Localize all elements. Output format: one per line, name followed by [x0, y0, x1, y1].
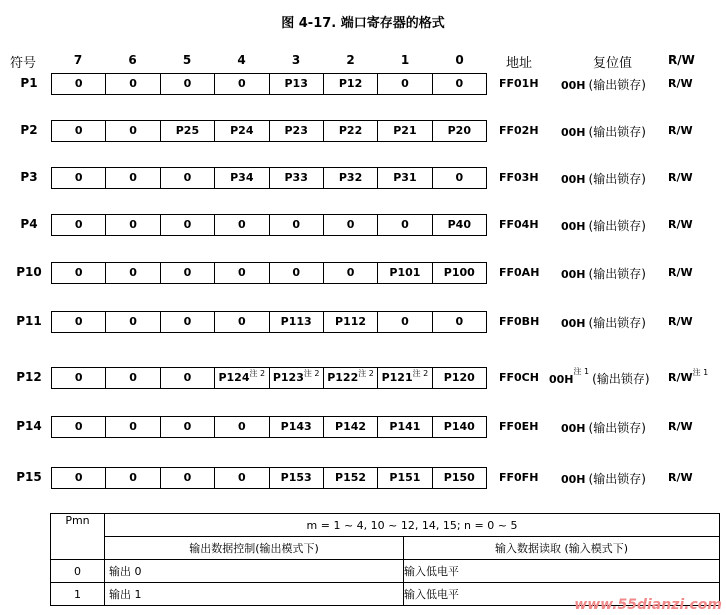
bit-label: 0 — [455, 171, 464, 184]
bit-cell — [433, 312, 486, 332]
reset-note: (输出锁存) — [588, 472, 646, 486]
register-address: FF03H — [499, 171, 539, 184]
bit-label: 0 — [129, 371, 137, 384]
bit-cell — [378, 168, 432, 188]
bit-cell — [433, 215, 486, 235]
bit-label: 0 — [129, 266, 137, 279]
bit-cell — [52, 263, 106, 283]
bit-footnote: 注 2 — [358, 369, 374, 378]
bit-cell — [106, 215, 160, 235]
bit-label: 0 — [74, 266, 83, 279]
register-rw — [668, 218, 693, 231]
register-name: P4 — [20, 217, 38, 231]
row-input: 输入低电平 — [404, 560, 720, 583]
bit-label: P123 — [272, 371, 304, 384]
register-name: P12 — [16, 370, 42, 384]
bit-label: 0 — [183, 77, 192, 90]
bit-label: P25 — [175, 124, 200, 137]
bit-cell — [52, 74, 106, 94]
bit-cell — [324, 168, 378, 188]
bit-cell — [270, 215, 324, 235]
bit-label: 0 — [237, 471, 246, 484]
register-rw — [668, 77, 693, 90]
bit-label: 0 — [455, 77, 464, 90]
bit-label: 0 — [74, 420, 83, 433]
bit-cell — [433, 417, 486, 437]
bit-cell — [52, 121, 106, 141]
bit-cell — [106, 168, 160, 188]
reset-note: (输出锁存) — [588, 78, 646, 92]
bit-cell — [324, 263, 378, 283]
bit-cell — [215, 312, 269, 332]
bit-label: 0 — [183, 315, 192, 328]
bit-label: P34 — [230, 171, 254, 184]
bit-cell — [378, 121, 432, 141]
bit-cell — [433, 121, 486, 141]
bit-cell — [433, 74, 486, 94]
bit-label: P20 — [447, 124, 471, 137]
row-value: 0 — [51, 560, 105, 583]
bit-cell — [161, 417, 215, 437]
register-bit-row — [51, 416, 487, 438]
register-address: FF0FH — [499, 471, 539, 484]
header-rw: R/W — [668, 53, 695, 67]
bit-cell — [52, 417, 106, 437]
bit-label: P21 — [393, 124, 417, 137]
bit-label: 0 — [129, 218, 137, 231]
bit-label: P101 — [389, 266, 421, 279]
bit-cell — [161, 368, 215, 388]
header-bit-2: 2 — [346, 53, 355, 67]
header-bit-4: 4 — [237, 53, 246, 67]
register-rw — [668, 266, 693, 279]
register-reset — [561, 314, 646, 331]
reset-note: (输出锁存) — [588, 267, 646, 281]
register-bit-row — [51, 262, 487, 284]
bit-cell — [270, 312, 324, 332]
rw-label: R/W — [668, 171, 693, 184]
bit-label: P124 — [218, 371, 250, 384]
bit-cell — [215, 263, 269, 283]
register-reset — [561, 76, 646, 93]
register-address: FF02H — [499, 124, 539, 137]
register-name: P10 — [16, 265, 42, 279]
bit-cell — [106, 312, 160, 332]
register-address: FF0BH — [499, 315, 540, 328]
header-symbol: 符号 — [10, 56, 37, 71]
bit-cell — [324, 417, 378, 437]
bit-label: 0 — [237, 420, 246, 433]
bit-cell — [270, 468, 324, 488]
reset-note: (输出锁存) — [588, 316, 646, 330]
header-bit-1: 1 — [400, 53, 410, 67]
register-address: FF04H — [499, 218, 539, 231]
bit-cell — [324, 468, 378, 488]
register-reset — [561, 265, 646, 282]
register-reset — [549, 367, 650, 387]
bit-label: 0 — [292, 266, 301, 279]
register-address: FF0AH — [499, 266, 540, 279]
bit-label: P100 — [443, 266, 475, 279]
register-rw — [668, 171, 693, 184]
bit-cell — [324, 74, 378, 94]
rw-label: R/W — [668, 420, 693, 433]
bit-cell — [161, 74, 215, 94]
bit-cell — [215, 168, 269, 188]
reset-value: 00H — [549, 373, 574, 386]
bit-cell — [378, 263, 432, 283]
bit-label: 0 — [74, 471, 83, 484]
bit-cell — [270, 168, 324, 188]
bit-label: P142 — [335, 420, 367, 433]
bit-label: P22 — [338, 124, 363, 137]
bit-label: 0 — [129, 171, 137, 184]
bit-label: 0 — [346, 218, 355, 231]
register-rw — [668, 471, 693, 484]
reset-footnote: 注 1 — [573, 367, 590, 376]
register-rw — [668, 420, 693, 433]
bit-label: P143 — [280, 420, 312, 433]
bit-footnote: 注 2 — [249, 369, 266, 378]
table-row — [51, 560, 720, 583]
register-name: P14 — [16, 419, 42, 433]
bit-label: P140 — [443, 420, 475, 433]
watermark: www.55dianzi.com — [574, 597, 722, 613]
register-name: P3 — [20, 170, 38, 184]
rw-label: R/W — [668, 77, 693, 90]
bit-label: 0 — [401, 315, 409, 328]
bit-label: P120 — [443, 371, 475, 384]
register-reset — [561, 470, 646, 487]
bit-cell — [215, 74, 269, 94]
reset-note: (输出锁存) — [588, 125, 646, 139]
rw-label: R/W — [668, 266, 693, 279]
bit-label: 0 — [237, 266, 246, 279]
bit-label: 0 — [183, 218, 192, 231]
bit-label: P32 — [338, 171, 363, 184]
bit-label: 0 — [74, 218, 83, 231]
bit-label: 0 — [74, 171, 83, 184]
figure-title: 图 4-17. 端口寄存器的格式 — [281, 16, 445, 31]
bit-cell — [215, 417, 269, 437]
bit-label: 0 — [183, 471, 192, 484]
bit-label: 0 — [129, 471, 137, 484]
bit-label: P23 — [284, 124, 308, 137]
bit-label: 0 — [129, 77, 137, 90]
bit-cell — [270, 121, 324, 141]
bit-label: P13 — [284, 77, 308, 90]
bit-cell — [161, 263, 215, 283]
bit-label: P150 — [443, 471, 475, 484]
bit-label: 0 — [129, 420, 137, 433]
header-bit-7: 7 — [73, 53, 83, 67]
register-name: P11 — [16, 314, 42, 328]
bit-cell — [106, 263, 160, 283]
header-bit-0: 0 — [455, 53, 464, 67]
bit-cell — [378, 468, 432, 488]
bit-label: 0 — [183, 266, 192, 279]
bit-label: P40 — [447, 218, 471, 231]
bit-cell — [161, 121, 215, 141]
rw-label: R/W — [668, 371, 693, 384]
bit-label: 0 — [292, 218, 301, 231]
pmn-header: Pmn — [51, 514, 105, 560]
bit-label: 0 — [401, 218, 409, 231]
bit-cell — [106, 74, 160, 94]
bit-label: 0 — [237, 315, 246, 328]
bit-cell — [52, 468, 106, 488]
register-reset — [561, 170, 646, 187]
row-value: 1 — [51, 583, 105, 606]
register-name: P1 — [20, 76, 38, 90]
bit-cell — [215, 368, 269, 388]
bit-label: P113 — [280, 315, 312, 328]
bit-cell — [433, 368, 486, 388]
reset-note: (输出锁存) — [592, 372, 650, 386]
bit-label: 0 — [183, 371, 192, 384]
bit-label: P151 — [389, 471, 421, 484]
bit-cell — [324, 215, 378, 235]
bit-label: P31 — [393, 171, 417, 184]
bit-cell — [270, 263, 324, 283]
reset-note: (输出锁存) — [588, 172, 646, 186]
bit-label: P141 — [389, 420, 421, 433]
header-address: 地址 — [506, 56, 533, 71]
row-output: 输出 0 — [105, 560, 404, 583]
bit-cell — [161, 168, 215, 188]
bit-cell — [378, 368, 432, 388]
bit-footnote: 注 2 — [412, 369, 429, 378]
bit-label: 0 — [237, 77, 246, 90]
rw-label: R/W — [668, 471, 693, 484]
input-col-header: 输入数据读取 (输入模式下) — [404, 537, 720, 560]
bit-label: 0 — [455, 315, 464, 328]
bit-cell — [106, 417, 160, 437]
bit-label: 0 — [401, 77, 409, 90]
rw-label: R/W — [668, 315, 693, 328]
reset-note: (输出锁存) — [588, 421, 646, 435]
bit-cell — [215, 121, 269, 141]
reset-value: 00H — [561, 173, 586, 186]
bit-footnote: 注 2 — [303, 369, 320, 378]
register-address: FF0CH — [499, 371, 539, 384]
bit-function-table — [50, 513, 720, 606]
bit-label: P153 — [280, 471, 312, 484]
bit-cell — [161, 312, 215, 332]
reset-value: 00H — [561, 473, 586, 486]
bit-label: P121 — [381, 371, 413, 384]
output-col-header: 输出数据控制(输出模式下) — [105, 537, 404, 560]
bit-cell — [378, 215, 432, 235]
bit-label: P12 — [338, 77, 363, 90]
bit-label: P152 — [335, 471, 367, 484]
header-bit-3: 3 — [291, 53, 301, 67]
reset-value: 00H — [561, 220, 586, 233]
bit-cell — [324, 312, 378, 332]
register-bit-row — [51, 311, 487, 333]
bit-cell — [52, 168, 106, 188]
bit-label: 0 — [129, 315, 137, 328]
bit-label: 0 — [183, 171, 192, 184]
reset-value: 00H — [561, 79, 586, 92]
bit-cell — [270, 417, 324, 437]
register-bit-row — [51, 167, 487, 189]
rw-label: R/W — [668, 124, 693, 137]
header-reset: 复位值 — [593, 56, 633, 71]
bit-cell — [106, 468, 160, 488]
bit-label: P33 — [284, 171, 308, 184]
bit-cell — [324, 121, 378, 141]
register-address: FF01H — [499, 77, 539, 90]
bit-cell — [270, 368, 324, 388]
bit-cell — [324, 368, 378, 388]
bit-label: 0 — [74, 124, 83, 137]
bit-cell — [161, 215, 215, 235]
register-address: FF0EH — [499, 420, 539, 433]
bit-label: 0 — [74, 77, 83, 90]
row-output: 输出 1 — [105, 583, 404, 606]
register-bit-row — [51, 214, 487, 236]
bit-label: P122 — [327, 371, 359, 384]
bit-label: 0 — [183, 420, 192, 433]
bit-cell — [106, 368, 160, 388]
bit-cell — [215, 215, 269, 235]
bit-label: 0 — [346, 266, 355, 279]
register-rw — [668, 315, 693, 328]
register-name: P2 — [20, 123, 38, 137]
register-reset — [561, 123, 646, 140]
bit-cell — [433, 468, 486, 488]
bit-cell — [378, 417, 432, 437]
register-bit-row — [51, 467, 487, 489]
bit-cell — [52, 368, 106, 388]
register-reset — [561, 217, 646, 234]
reset-value: 00H — [561, 422, 586, 435]
register-bit-row — [51, 73, 487, 95]
bit-label: P24 — [230, 124, 254, 137]
bit-cell — [433, 168, 486, 188]
range-header: m = 1 ~ 4, 10 ~ 12, 14, 15; n = 0 ~ 5 — [105, 514, 720, 537]
header-bit-5: 5 — [182, 53, 192, 67]
register-reset — [561, 419, 646, 436]
rw-footnote: 注 1 — [692, 368, 709, 377]
bit-cell — [161, 468, 215, 488]
bit-cell — [52, 312, 106, 332]
bit-label: 0 — [74, 315, 83, 328]
register-bit-row — [51, 120, 487, 142]
bit-cell — [52, 215, 106, 235]
rw-label: R/W — [668, 218, 693, 231]
reset-note: (输出锁存) — [588, 219, 646, 233]
register-rw — [668, 124, 693, 137]
bit-cell — [270, 74, 324, 94]
bit-cell — [378, 312, 432, 332]
reset-value: 00H — [561, 268, 586, 281]
bit-label: 0 — [74, 371, 83, 384]
register-rw — [668, 368, 709, 384]
bit-cell — [433, 263, 486, 283]
bit-label: P112 — [335, 315, 367, 328]
register-name: P15 — [16, 470, 42, 484]
bit-label: 0 — [129, 124, 137, 137]
bit-cell — [378, 74, 432, 94]
header-bit-6: 6 — [128, 53, 137, 67]
reset-value: 00H — [561, 126, 586, 139]
bit-label: 0 — [237, 218, 246, 231]
bit-cell — [106, 121, 160, 141]
reset-value: 00H — [561, 317, 586, 330]
bit-cell — [215, 468, 269, 488]
register-bit-row — [51, 367, 487, 389]
row-input: 输入低电平 — [404, 583, 720, 606]
